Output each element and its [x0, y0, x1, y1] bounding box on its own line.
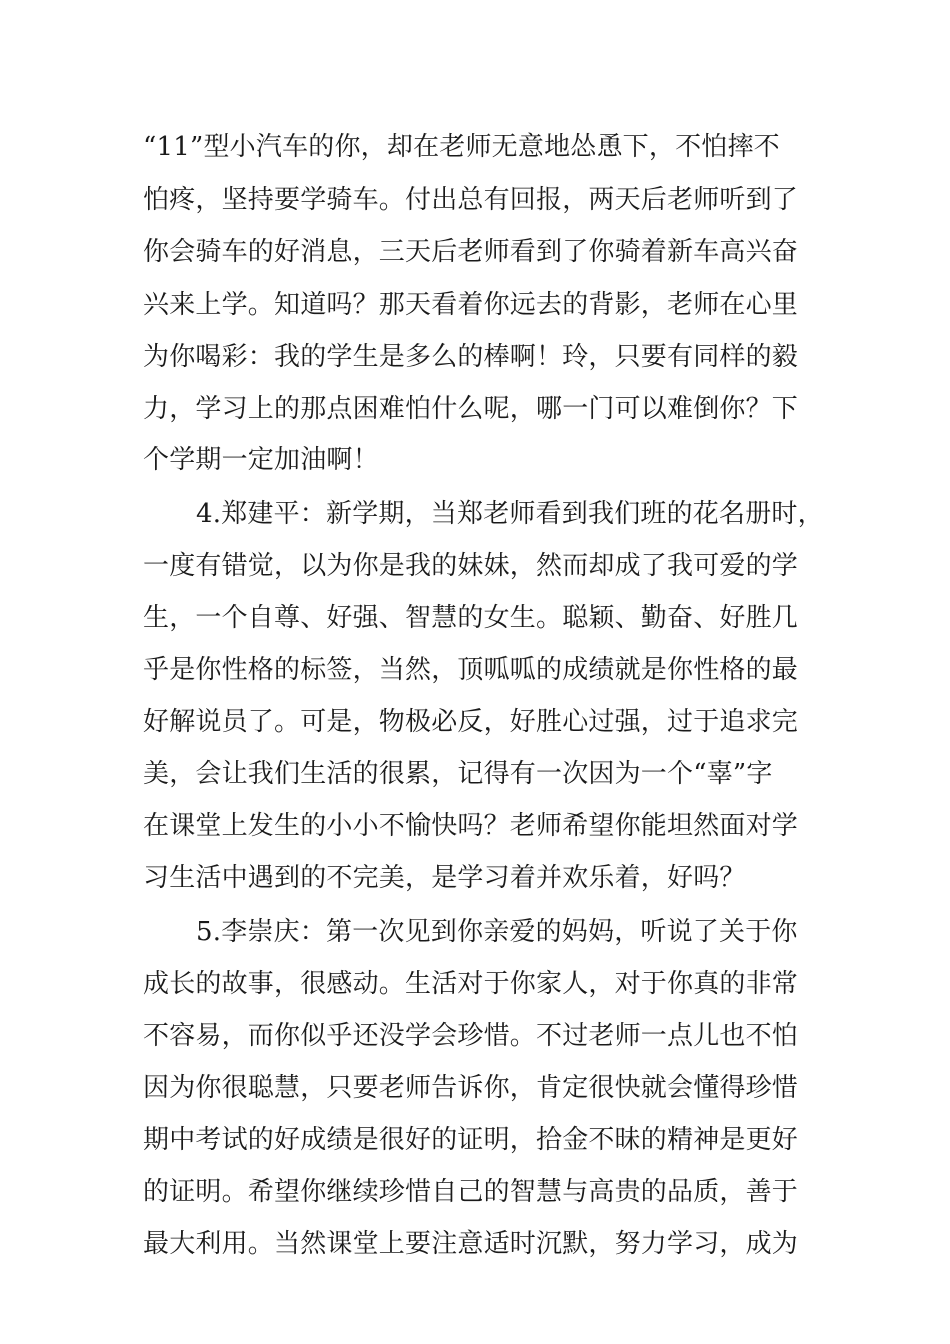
paragraph-start-line: 4.郑建平：新学期，当郑老师看到我们班的花名册时， [196, 499, 824, 529]
text-line: 因为你很聪慧，只要老师告诉你，肯定很快就会懂得珍惜 [143, 1073, 799, 1103]
text-line: 怕疼，坚持要学骑车。付出总有回报，两天后老师听到了 [143, 185, 799, 215]
text-line: 个学期一定加油啊！ [143, 445, 379, 475]
text-line: 的证明。希望你继续珍惜自己的智慧与高贵的品质，善于 [143, 1177, 799, 1207]
text-line: 一度有错觉，以为你是我的妹妹，然而却成了我可爱的学 [143, 551, 799, 581]
text-line: 最大利用。当然课堂上要注意适时沉默，努力学习，成为 [143, 1229, 799, 1259]
text-line: 成长的故事，很感动。生活对于你家人，对于你真的非常 [143, 969, 799, 999]
text-line: 生，一个自尊、好强、智慧的女生。聪颖、勤奋、好胜几 [143, 603, 799, 633]
text-line: 兴来上学。知道吗？那天看着你远去的背影，老师在心里 [143, 290, 799, 320]
text-line: “11”型小汽车的你，却在老师无意地怂恿下，不怕摔不 [143, 132, 780, 162]
text-line: 好解说员了。可是，物极必反，好胜心过强，过于追求完 [143, 707, 799, 737]
text-line: 乎是你性格的标签，当然，顶呱呱的成绩就是你性格的最 [143, 655, 799, 685]
text-line: 期中考试的好成绩是很好的证明，拾金不昧的精神是更好 [143, 1125, 799, 1155]
text-line: 为你喝彩：我的学生是多么的棒啊！玲，只要有同样的毅 [143, 342, 799, 372]
paragraph-start-line: 5.李崇庆：第一次见到你亲爱的妈妈，听说了关于你 [196, 917, 798, 947]
text-line: 在课堂上发生的小小不愉快吗？老师希望你能坦然面对学 [143, 811, 799, 841]
text-line: 不容易，而你似乎还没学会珍惜。不过老师一点儿也不怕 [143, 1021, 799, 1051]
text-line: 你会骑车的好消息，三天后老师看到了你骑着新车高兴奋 [143, 237, 799, 267]
text-line: 美，会让我们生活的很累，记得有一次因为一个“辜”字 [143, 759, 773, 789]
text-line: 习生活中遇到的不完美，是学习着并欢乐着，好吗？ [143, 863, 746, 893]
text-line: 力，学习上的那点困难怕什么呢，哪一门可以难倒你？下 [143, 394, 799, 424]
